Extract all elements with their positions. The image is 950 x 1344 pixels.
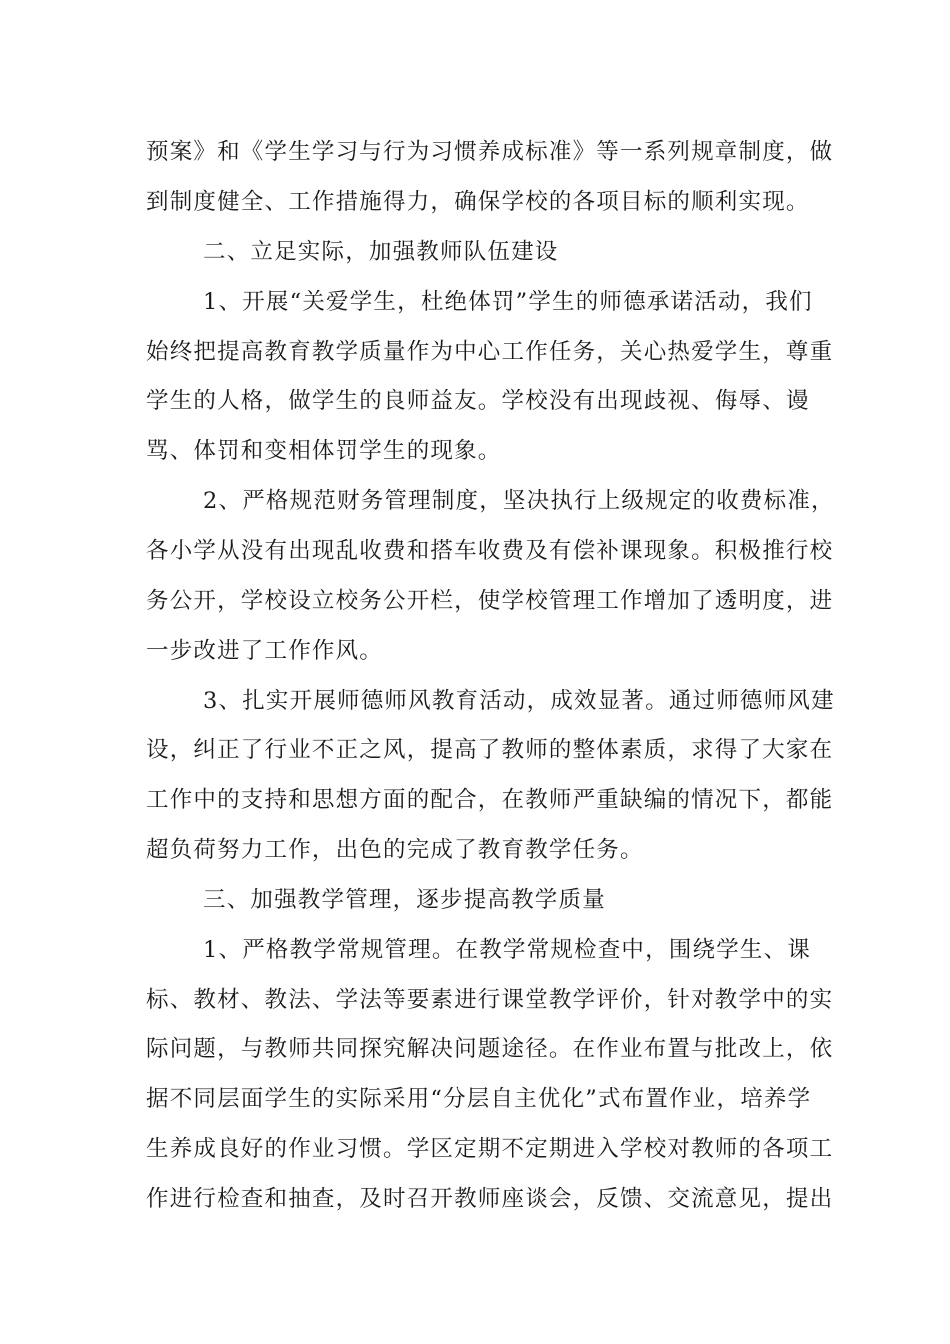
paragraph-line: 到制度健全、工作措施得力，确保学校的各项目标的顺利实现。 <box>146 189 810 215</box>
paragraph-line: 3、扎实开展师德师风教育活动，成效显著。通过师德师风建 <box>203 688 835 714</box>
paragraph-line: 各小学从没有出现乱收费和搭车收费及有偿补课现象。积极推行校 <box>146 538 834 564</box>
paragraph-line: 生养成良好的作业习惯。学区定期不定期进入学校对教师的各项工 <box>146 1136 834 1162</box>
paragraph-line: 1、开展“关爱学生，杜绝体罚”学生的师德承诺活动，我们 <box>203 289 813 315</box>
paragraph-line: 标、教材、教法、学法等要素进行课堂教学评价，针对教学中的实 <box>146 987 834 1013</box>
paragraph-line: 工作中的支持和思想方面的配合，在教师严重缺编的情况下，都能 <box>146 787 834 813</box>
paragraph-line: 始终把提高教育教学质量作为中心工作任务，关心热爱学生，尊重 <box>146 339 834 365</box>
paragraph-line: 1、严格教学常规管理。在教学常规检查中，围绕学生、课 <box>203 937 812 963</box>
paragraph-line: 务公开，学校设立校务公开栏，使学校管理工作增加了透明度，进 <box>146 588 834 614</box>
paragraph-line: 学生的人格，做学生的良师益友。学校没有出现歧视、侮辱、谩 <box>146 388 810 414</box>
paragraph-line: 2、严格规范财务管理制度，坚决执行上级规定的收费标准， <box>203 488 835 514</box>
section-heading: 三、加强教学管理，逐步提高教学质量 <box>203 887 606 913</box>
paragraph-line: 作进行检查和抽查，及时召开教师座谈会，反馈、交流意见，提出 <box>146 1186 834 1212</box>
paragraph-line: 际问题，与教师共同探究解决问题途径。在作业布置与批改上，依 <box>146 1036 834 1062</box>
paragraph-line: 骂、体罚和变相体罚学生的现象。 <box>146 438 502 464</box>
paragraph-line: 据不同层面学生的实际采用“分层自主优化”式布置作业，培养学 <box>146 1086 812 1112</box>
paragraph-line: 预案》和《学生学习与行为习惯养成标准》等一系列规章制度，做 <box>146 139 834 165</box>
section-heading: 二、立足实际，加强教师队伍建设 <box>203 239 559 265</box>
paragraph-line: 设，纠正了行业不正之风，提高了教师的整体素质，求得了大家在 <box>146 737 834 763</box>
paragraph-line: 一步改进了工作作风。 <box>146 638 384 664</box>
paragraph-line: 超负荷努力工作，出色的完成了教育教学任务。 <box>146 837 644 863</box>
